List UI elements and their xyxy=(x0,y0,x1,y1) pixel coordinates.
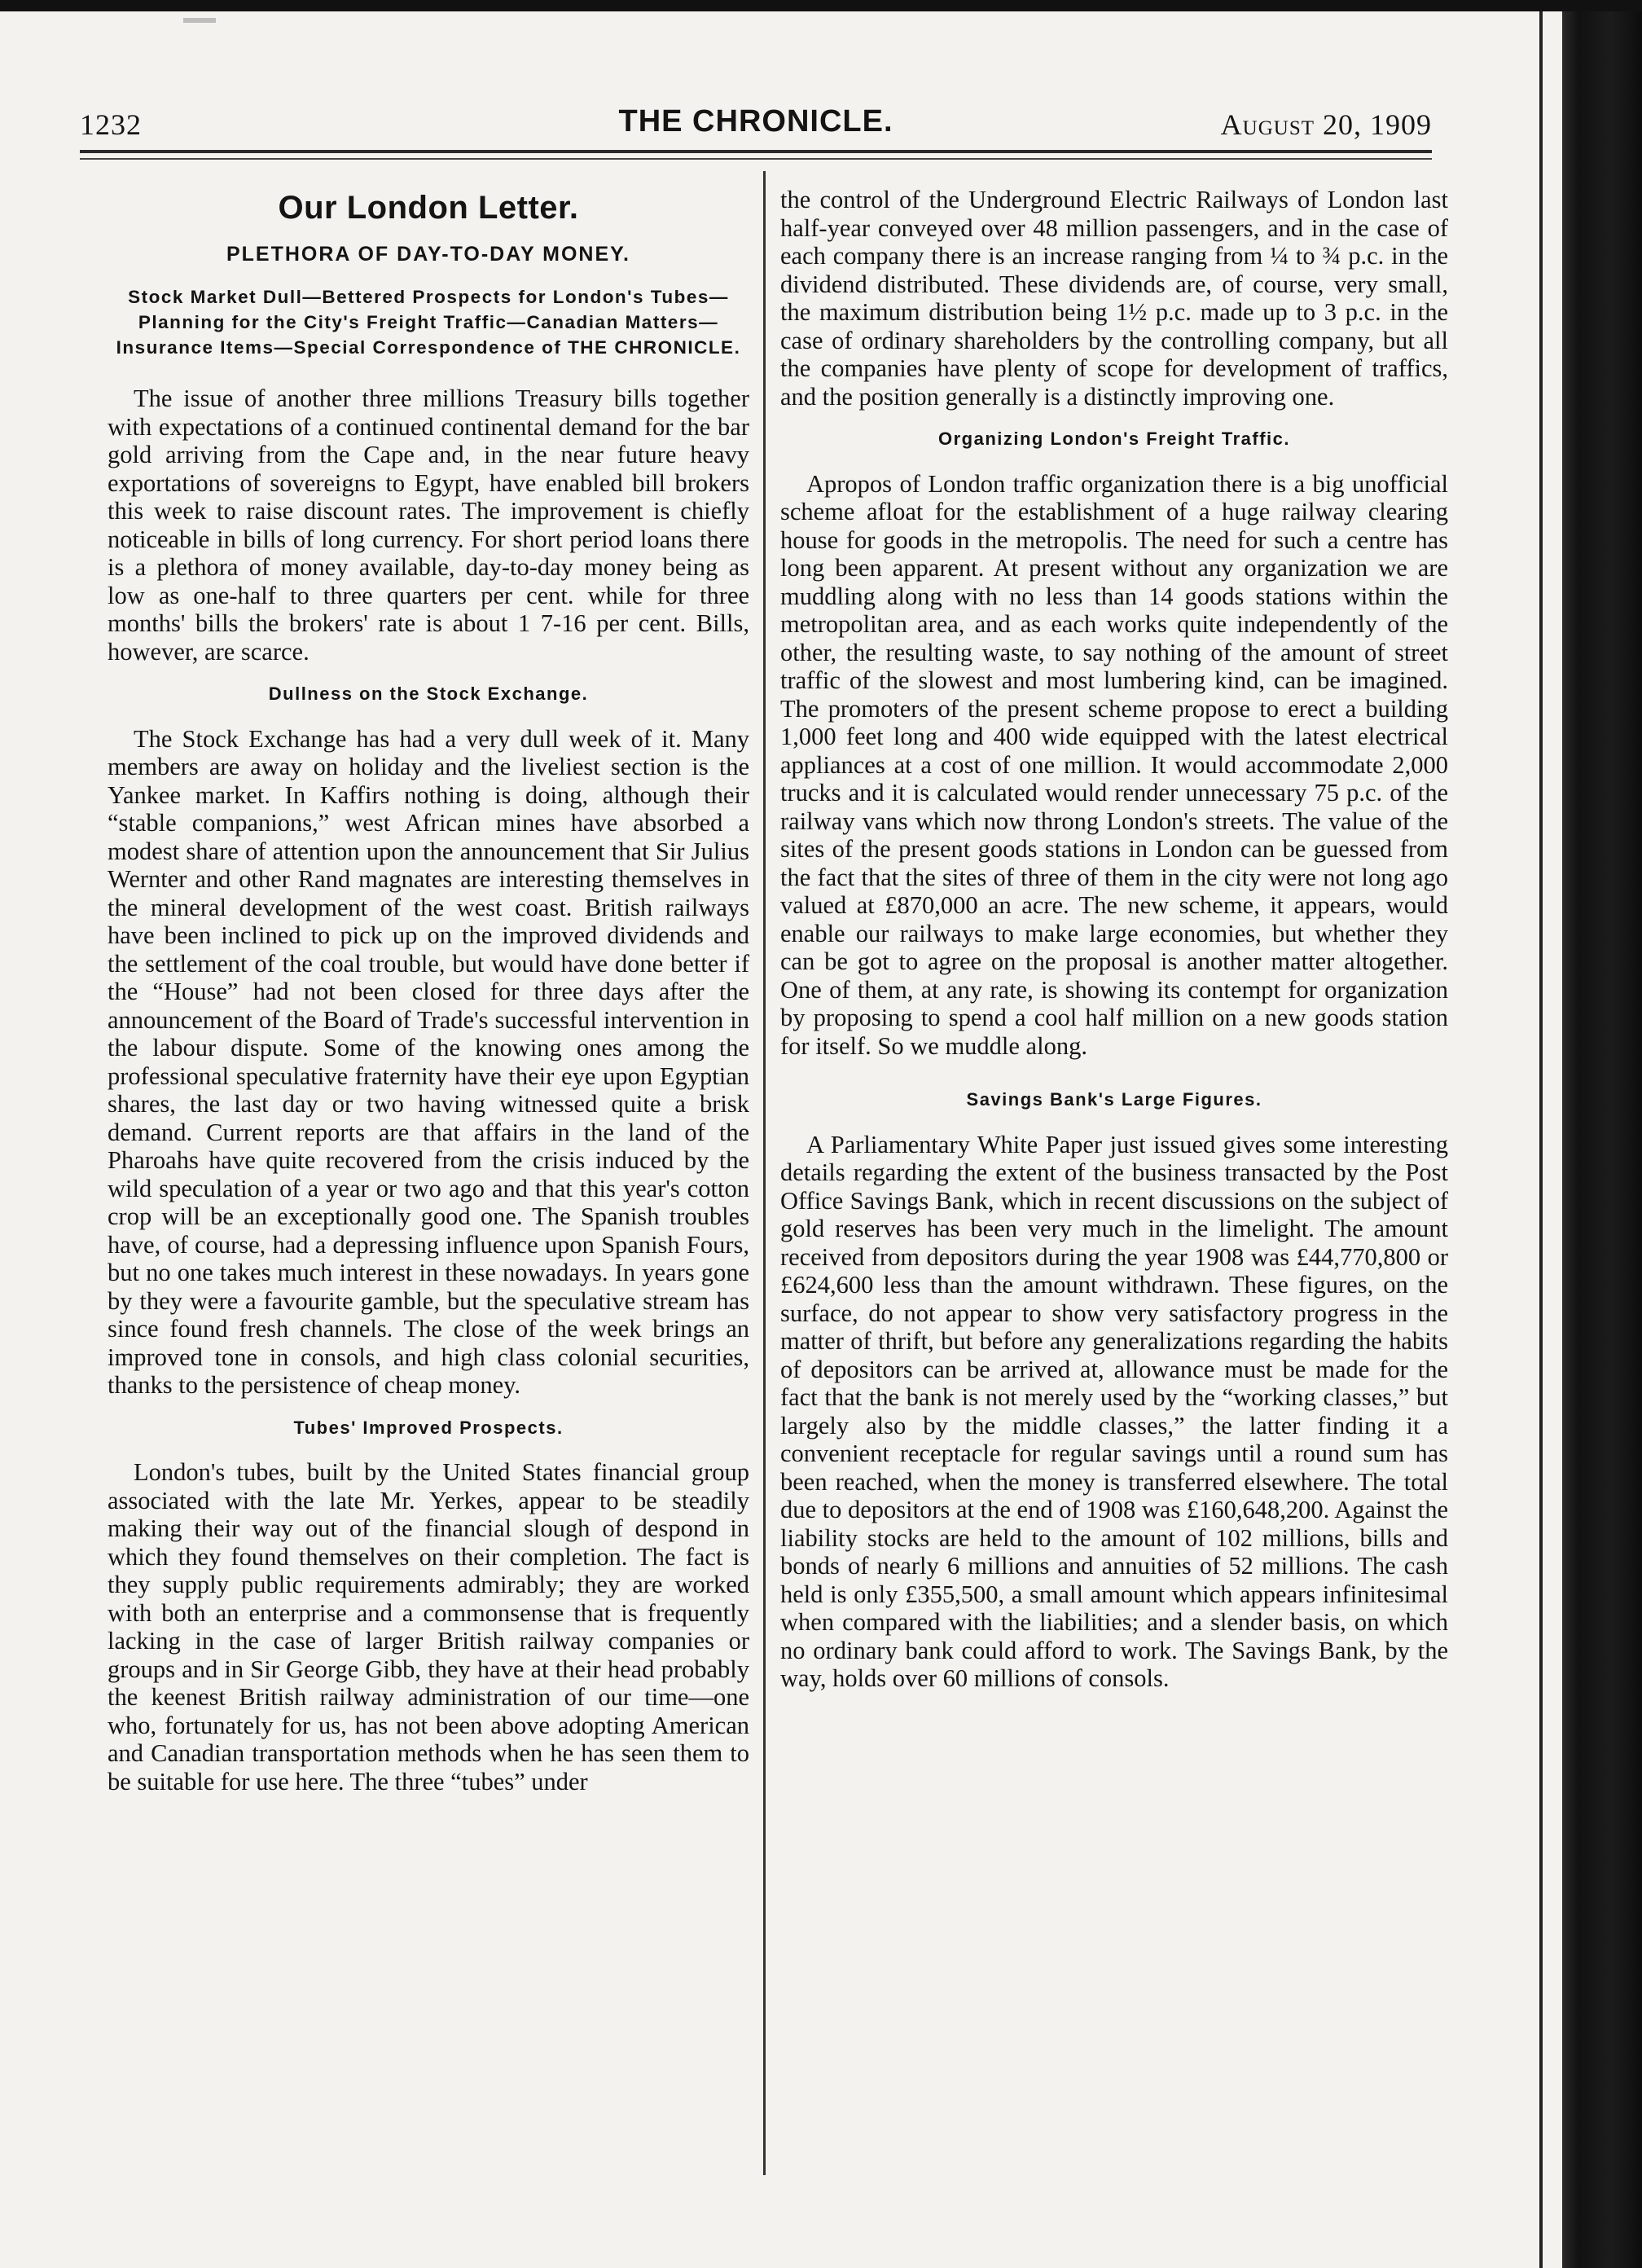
right-column xyxy=(780,186,1448,1693)
section-heading-tubes: Tubes' Improved Prospects. xyxy=(293,1417,564,1438)
left-column xyxy=(108,181,749,1796)
issue-date: August 20, 1909 xyxy=(1220,108,1432,141)
article-deck: Stock Market Dull—Bettered Prospects for London's Tubes—Planning for the City's Freight Traffic—Canadian Matters—Insurance Items—Special Correspondence of THE CHRONICLE. xyxy=(116,287,741,358)
article-subtitle: PLETHORA OF DAY-TO-DAY MONEY. xyxy=(226,242,631,266)
section-body-savings-bank: A Parliamentary White Paper just issued gives some interesting details regarding the extent of the business transacted by the Post Office Savings Bank, which in recent discussions on the subject of gold reserves has been very much in the limelight. The amount received from depositors during the year 1908 was £44,770,800 or £624,600 less than the amount withdrawn. These figures, on the surface, do not appear to show very satisfactory progress in the matter of thrift, but before any generalizations regarding the habits of depositors can be arrived at, allowance must be made for the fact that the bank is not merely used by the “working classes,” but largely also by the middle classes,” the latter finding it a convenient receptacle for regular savings until a round sum has been reached, when the money is transferred elsewhere. The total due to depositors at the end of 1908 was £160,648,200. Against the liability stocks are held to the amount of 102 millions, bills and bonds of nearly 6 millions and annuities of 52 millions. The cash held is only £355,500, a small amount which appears infinitesimal when compared with the liabilities; and a slender basis, on which no ordinary bank could afford to work. The Savings Bank, by the way, holds over 60 millions of consols. xyxy=(780,1130,1449,1692)
section-body-tubes-continued: the control of the Underground Electric Railways of London last half-year conveyed over 48 million passengers, and in the case of each company there is an increase ranging from ¼ to ¾ p.c. in the dividend distributed. These dividends are, of course, very small, the maximum distribution being 1½ p.c. made up to 3 p.c. in the case of ordinary shareholders by the controlling company, but all the companies have plenty of scope for development of traffics, and the position generally is a distinctly improving one. xyxy=(780,186,1448,411)
page-edge-line xyxy=(1539,11,1543,2268)
section-heading-freight: Organizing London's Freight Traffic. xyxy=(937,429,1290,449)
header-rule-thick xyxy=(80,150,1432,153)
article-title: Our London Letter. xyxy=(278,190,579,226)
running-header xyxy=(80,98,1432,147)
header-rule-thin xyxy=(80,158,1432,160)
intro-paragraph: The issue of another three millions Treasury bills together with expectations of a continued continental demand for the bar gold arriving from the Cape and, in the near future heavy exportations of sovereigns to Egypt, have enabled bill brokers this week to raise discount rates. The improvement is chiefly noticeable in bills of long currency. For short period loans there is a plethora of money available, day-to-day money being as low as one-half to three quarters per cent. while for three months' bills the brokers' rate is about 1 7-16 per cent. Bills, however, are scarce. xyxy=(108,385,749,666)
column-divider xyxy=(763,171,766,2175)
section-heading-stock-exchange: Dullness on the Stock Exchange. xyxy=(268,683,589,704)
scan-top-border xyxy=(0,0,1642,11)
publication-title: THE CHRONICLE. xyxy=(618,104,893,138)
section-body-tubes: London's tubes, built by the United States financial group associated with the late Mr. Yerkes, appear to be steadily making their way out of the financial slough of despond in which they found themselves on their completion. The fact is they supply public requirements admirably; they are worked with both an enterprise and a commonsense that is frequently lacking in the case of larger British railway companies or groups and in Sir George Gibb, they have at their head probably the keenest British railway administration of our time—one who, fortunately for us, has not been above adopting American and Canadian transportation methods when he has seen them to be suitable for use here. The three “tubes” under xyxy=(108,1458,749,1796)
scan-right-border xyxy=(1562,11,1642,2268)
section-heading-savings-bank: Savings Bank's Large Figures. xyxy=(966,1089,1262,1110)
section-body-freight: Apropos of London traffic organization there is a big unofficial scheme afloat for the establishment of a huge railway clearing house for goods in the metropolis. The need for such a centre has long been apparent. At present without any organization we are muddling along with no less than 14 goods stations within the metropolitan area, and as each works quite independently of the other, the resulting waste, to say nothing of the amount of street traffic of the slowest and most lumbering kind, can be imagined. The promoters of the present scheme propose to erect a building 1,000 feet long and 400 wide equipped with the latest electrical appliances at a cost of one million. It would accommodate 2,000 trucks and it is calculated would render unnecessary 75 p.c. of the railway vans which now throng London's streets. The value of the sites of the present goods stations in London can be guessed from the fact that the sites of three of them in the city were not long ago valued at £870,000 an acre. The new scheme, it appears, would enable our railways to make large economies, but whether they can be got to agree on the proposal is another matter altogether. One of them, at any rate, is showing its contempt for organization by proposing to spend a cool half million on a new goods station for itself. So we muddle along. xyxy=(780,469,1448,1060)
section-body-stock-exchange: The Stock Exchange has had a very dull week of it. Many members are away on holiday and the liveliest section is the Yankee market. In Kaffirs nothing is doing, although their “stable companions,” west African mines have absorbed a modest share of attention upon the announcement that Sir Julius Wernter and other Rand magnates are interesting themselves in the mineral development of the west coast. British railways have been inclined to pick up on the improved dividends and the settlement of the coal trouble, but would have done better if the “House” had not been closed for three days after the announcement of the Board of Trade's successful intervention in the labour dispute. Some of the knowing ones among the professional speculative fraternity have their eye upon Egyptian shares, the last day or two having witnessed quite a brisk demand. Current reports are that affairs in the land of the Pharoahs have quite recovered from the crisis induced by the wild speculation of a year or two ago and that this year's cotton crop will be an exceptionally good one. The Spanish troubles have, of course, had a depressing influence upon Spanish Fours, but no one takes much interest in these nowadays. In years gone by they were a favourite gamble, but the speculative stream has since found fresh channels. The close of the week brings an improved tone in consols, and high class colonial securities, thanks to the persistence of cheap money. xyxy=(108,724,749,1399)
page-number: 1232 xyxy=(80,108,142,141)
scan-speck xyxy=(183,18,216,23)
